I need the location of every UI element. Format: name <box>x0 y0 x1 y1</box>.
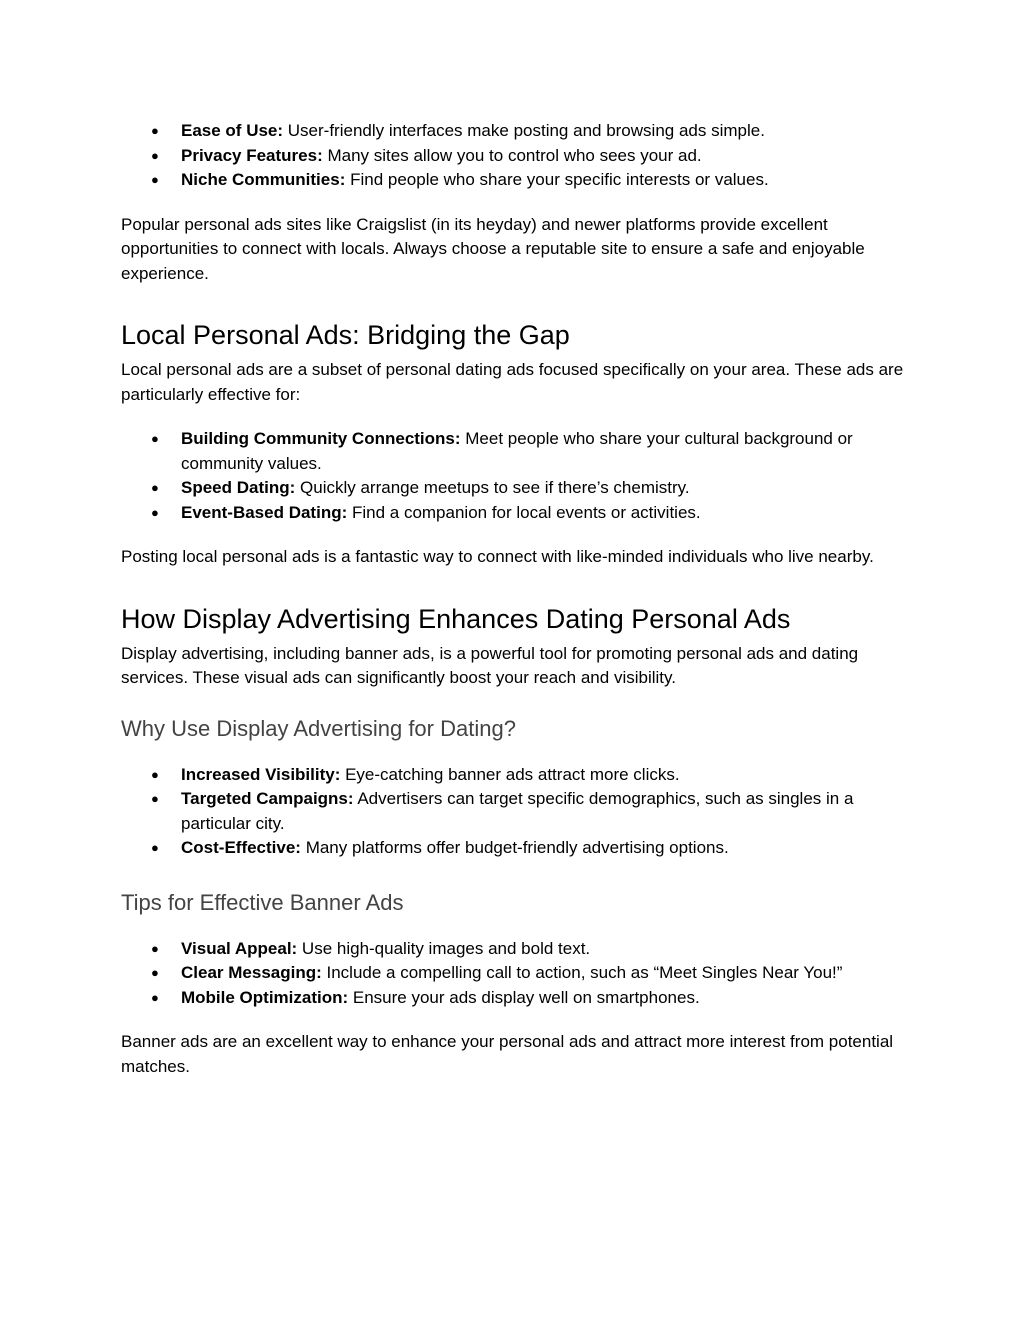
list-item-text: Advertisers can target specific demographics, such as singles in a particular city. <box>181 789 854 833</box>
list-item <box>121 986 911 1011</box>
list-item-text: Use high-quality images and bold text. <box>297 938 591 958</box>
bullet: ● <box>151 504 159 520</box>
list-item-term: Building Community Connections: <box>181 429 461 448</box>
list-item <box>121 836 911 861</box>
bullet: ● <box>151 989 159 1005</box>
list-item-term: Mobile Optimization: <box>181 987 349 1007</box>
list-item-term: Niche Communities: <box>181 170 346 189</box>
list-item-term: Ease of Use: <box>181 121 284 140</box>
bullet: ● <box>151 965 159 980</box>
list-item-term: Increased Visibility: <box>181 764 341 784</box>
bullet: ● <box>151 940 159 956</box>
list-item-text: Meet people who share your cultural background or community values. <box>181 429 853 473</box>
list-item-text: Ensure your ads display well on smartphones. <box>348 987 700 1007</box>
paragraph-banner-conclusion: Banner ads are an excellent way to enhance your personal ads and attract more interest from potential matches. <box>121 1032 894 1076</box>
list-item-term: Targeted Campaigns: <box>181 789 354 808</box>
banner-tips-list <box>121 937 911 1011</box>
bullet: ● <box>151 431 159 446</box>
bullet: ● <box>151 480 159 495</box>
paragraph-local-conclusion: Posting local personal ads is a fantastic way to connect with like-minded individuals who live nearby. <box>121 547 874 566</box>
bullet: ● <box>151 766 159 782</box>
bullet: ● <box>151 147 159 163</box>
paragraph-display-intro: Display advertising, including banner ads, is a powerful tool for promoting personal ads and dating services. These visual ads can significantly boost your reach and visibility. <box>121 643 859 687</box>
document-page <box>121 119 911 1079</box>
list-item-text: Many sites allow you to control who sees your ad. <box>322 145 702 165</box>
bullet: ● <box>151 172 159 187</box>
features-list <box>121 119 911 193</box>
list-item-text: Find a companion for local events or activities. <box>347 502 701 522</box>
list-item-text: Many platforms offer budget-friendly advertising options. <box>300 838 729 857</box>
subheading-banner-tips: Tips for Effective Banner Ads <box>121 889 404 915</box>
paragraph-local-intro: Local personal ads are a subset of personal dating ads focused specifically on your area. These ads are particularly effective for: <box>121 360 904 404</box>
list-item <box>121 119 911 144</box>
bullet: ● <box>151 791 159 806</box>
list-item-term: Clear Messaging: <box>181 963 322 982</box>
local-benefits-list <box>121 427 911 525</box>
list-item <box>121 763 911 788</box>
display-benefits-list <box>121 763 911 861</box>
list-item-text: User-friendly interfaces make posting and browsing ads simple. <box>283 121 765 140</box>
list-item-text: Include a compelling call to action, such as “Meet Singles Near You!” <box>321 963 843 982</box>
subheading-why-display: Why Use Display Advertising for Dating? <box>121 715 516 741</box>
list-item-term: Visual Appeal: <box>181 938 298 958</box>
list-item <box>121 937 911 962</box>
list-item <box>121 476 911 501</box>
heading-display-advertising: How Display Advertising Enhances Dating Personal Ads <box>121 603 791 634</box>
list-item-term: Event-Based Dating: <box>181 502 348 522</box>
list-item-term: Privacy Features: <box>181 145 323 165</box>
heading-local-personal-ads: Local Personal Ads: Bridging the Gap <box>121 320 570 350</box>
bullet: ● <box>151 840 159 855</box>
list-item <box>121 144 911 169</box>
list-item-text: Eye-catching banner ads attract more clicks. <box>340 764 680 784</box>
paragraph-popular-sites: Popular personal ads sites like Craigslist (in its heyday) and newer platforms provide excellent opportunities to connect with locals. Always choose a reputable site to ensure a safe and enjoyable experience. <box>121 214 865 283</box>
bullet: ● <box>151 123 159 138</box>
list-item-text: Quickly arrange meetups to see if there’s chemistry. <box>295 478 690 497</box>
list-item <box>121 787 911 836</box>
list-item-term: Speed Dating: <box>181 478 296 497</box>
list-item <box>121 501 911 526</box>
list-item <box>121 168 911 193</box>
list-item <box>121 961 911 986</box>
list-item <box>121 427 911 476</box>
list-item-term: Cost-Effective: <box>181 838 301 857</box>
list-item-text: Find people who share your specific interests or values. <box>345 170 769 189</box>
